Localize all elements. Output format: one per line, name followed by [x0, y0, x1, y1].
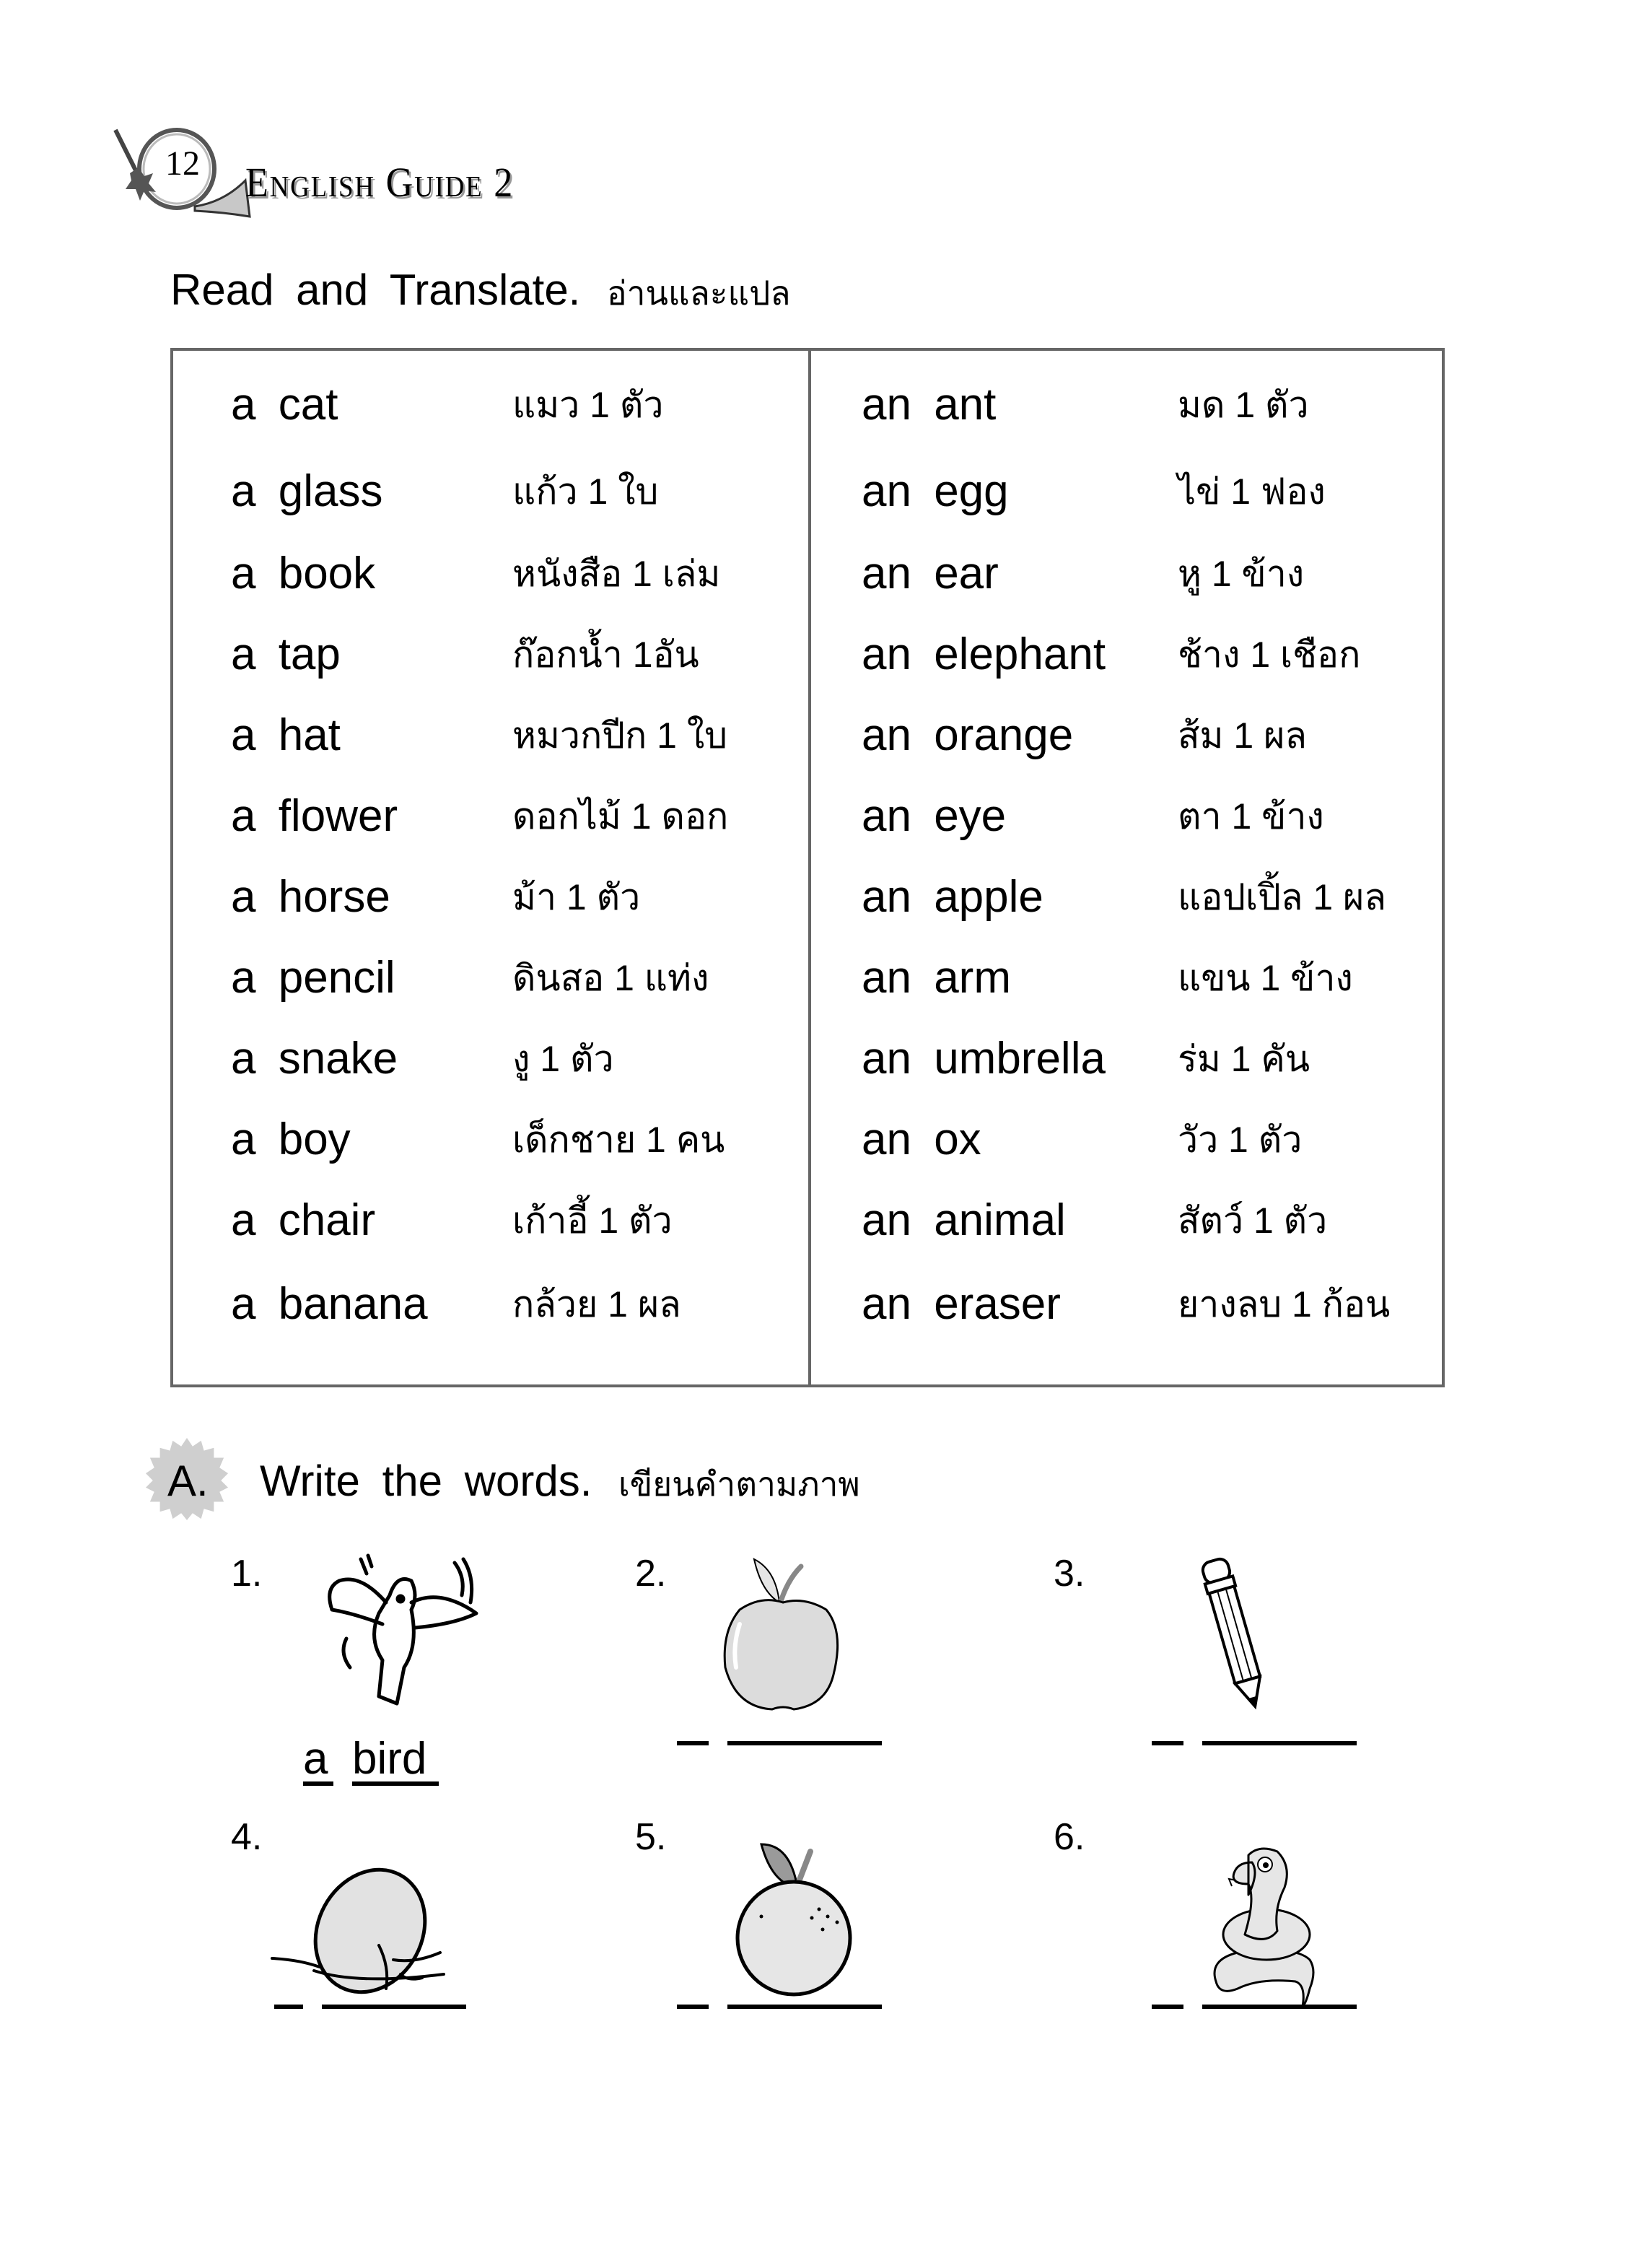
item-number: 6. — [1054, 1816, 1085, 1858]
exercise-label: A. — [167, 1457, 209, 1505]
pencil-icon — [1198, 1552, 1270, 1714]
apple-icon — [718, 1552, 848, 1718]
vocab-row — [173, 459, 808, 524]
vocab-thai: แอปเปิ้ล 1 ผล — [1178, 877, 1386, 917]
vocab-column-an — [811, 351, 1442, 1384]
vocab-thai: แขน 1 ข้าง — [1178, 958, 1353, 998]
vocab-thai: แมว 1 ตัว — [512, 385, 664, 425]
vocab-english: an ear — [862, 549, 999, 598]
answer-noun-field[interactable]: bird — [352, 1737, 439, 1786]
item-number: 4. — [231, 1816, 263, 1858]
vocab-english: a pencil — [231, 953, 395, 1003]
vocab-row — [811, 1026, 1442, 1091]
vocab-english: an orange — [862, 710, 1074, 760]
exercise-item — [1039, 1801, 1443, 2061]
egg-icon — [271, 1866, 465, 1996]
exercise-item — [216, 1801, 621, 2061]
vocab-thai: มด 1 ตัว — [1178, 385, 1309, 425]
vocab-row — [173, 1026, 808, 1091]
vocab-english: an umbrella — [862, 1034, 1106, 1083]
heading-english: Read and Translate. — [170, 266, 581, 314]
vocab-row — [173, 1107, 808, 1172]
vocab-row — [173, 372, 808, 437]
answer-noun-field[interactable] — [322, 2005, 466, 2009]
vocab-row — [811, 784, 1442, 849]
vocab-english: a flower — [231, 791, 398, 841]
page-number: 12 — [165, 144, 200, 183]
vocab-thai: เก้าอี้ 1 ตัว — [512, 1200, 673, 1241]
vocab-english: a chair — [231, 1195, 376, 1245]
item-number: 2. — [635, 1553, 667, 1595]
vocab-thai: กล้วย 1 ผล — [512, 1284, 681, 1325]
exercise-item — [1039, 1538, 1443, 1797]
vocab-english: a snake — [231, 1034, 398, 1083]
exercise-item — [621, 1801, 1025, 2061]
vocab-english: a tap — [231, 629, 341, 679]
read-translate-heading — [170, 261, 791, 322]
vocab-english: a book — [231, 549, 376, 598]
vocab-thai: ร่ม 1 คัน — [1178, 1039, 1310, 1079]
vocab-row — [173, 622, 808, 687]
vocab-english: an eraser — [862, 1279, 1061, 1329]
vocab-thai: ก๊อกน้ำ 1อัน — [512, 634, 699, 675]
book-title: English Guide 2 — [245, 159, 515, 206]
vocab-row — [173, 784, 808, 849]
vocab-english: an eye — [862, 791, 1007, 841]
vocab-thai: ตา 1 ข้าง — [1178, 796, 1324, 837]
vocab-thai: หมวกปีก 1 ใบ — [512, 715, 728, 756]
answer-noun-field[interactable] — [727, 2005, 882, 2009]
vocab-english: an ant — [862, 380, 997, 429]
vocab-thai: ดอกไม้ 1 ดอก — [512, 796, 729, 837]
vocab-thai: เด็กชาย 1 คน — [512, 1120, 725, 1160]
answer-article-field[interactable] — [677, 1741, 709, 1745]
vocab-thai: ยางลบ 1 ก้อน — [1178, 1284, 1391, 1325]
vocab-english: an ox — [862, 1115, 981, 1164]
vocab-english: a horse — [231, 872, 390, 922]
vocab-english: a glass — [231, 466, 383, 516]
vocab-english: an elephant — [862, 629, 1106, 679]
vocab-english: an animal — [862, 1195, 1066, 1245]
vocab-row — [173, 541, 808, 606]
bird-icon — [310, 1545, 483, 1711]
answer-noun-field[interactable] — [1202, 1741, 1357, 1745]
item-number: 3. — [1054, 1553, 1085, 1595]
vocab-row — [173, 1188, 808, 1253]
vocab-row — [811, 703, 1442, 768]
exercise-item — [216, 1538, 621, 1797]
vocab-thai: ดินสอ 1 แท่ง — [512, 958, 709, 998]
vocab-english: an apple — [862, 872, 1043, 922]
vocab-thai: สัตว์ 1 ตัว — [1178, 1200, 1328, 1241]
vocab-english: a boy — [231, 1115, 351, 1164]
vocab-row — [811, 622, 1442, 687]
vocab-row — [173, 946, 808, 1011]
vocab-thai: ส้ม 1 ผล — [1178, 715, 1308, 756]
answer-article-field[interactable] — [274, 2005, 303, 2009]
vocab-thai: ช้าง 1 เชือก — [1178, 634, 1361, 675]
answer-noun-field[interactable] — [1202, 2005, 1357, 2009]
vocab-column-a — [173, 351, 811, 1384]
exercise-heading-english: Write the words. — [260, 1457, 592, 1505]
vocab-row — [173, 865, 808, 930]
heading-thai: อ่านและแปล — [607, 274, 791, 312]
answer-article-field[interactable] — [677, 2005, 709, 2009]
vocab-row — [811, 946, 1442, 1011]
vocab-thai: ไข่ 1 ฟอง — [1178, 471, 1326, 512]
vocab-thai: ม้า 1 ตัว — [512, 877, 641, 917]
exercise-item — [621, 1538, 1025, 1797]
vocab-row — [173, 703, 808, 768]
vocab-row — [811, 1272, 1442, 1337]
exercise-heading — [260, 1452, 860, 1513]
vocab-english: an arm — [862, 953, 1011, 1003]
vocab-row — [173, 1272, 808, 1337]
item-number: 1. — [231, 1553, 263, 1595]
vocab-row — [811, 1188, 1442, 1253]
answer-article-field[interactable]: a — [303, 1737, 333, 1786]
vocab-english: a hat — [231, 710, 341, 760]
orange-icon — [732, 1837, 855, 2003]
vocab-thai: งู 1 ตัว — [512, 1039, 614, 1079]
vocab-row — [811, 1107, 1442, 1172]
vocab-thai: หู 1 ข้าง — [1178, 554, 1305, 594]
vocab-thai: วัว 1 ตัว — [1178, 1120, 1303, 1160]
vocab-row — [811, 459, 1442, 524]
vocab-row — [811, 372, 1442, 437]
answer-article-field[interactable] — [1152, 2005, 1183, 2009]
vocab-english: a cat — [231, 380, 338, 429]
vocab-thai: หนังสือ 1 เล่ม — [512, 554, 721, 594]
item-number: 5. — [635, 1816, 667, 1858]
vocab-row — [811, 541, 1442, 606]
vocabulary-table — [170, 348, 1445, 1387]
snake-icon — [1209, 1844, 1317, 2010]
vocab-english: a banana — [231, 1279, 428, 1329]
answer-noun-field[interactable] — [727, 1741, 882, 1745]
vocab-row — [811, 865, 1442, 930]
vocab-thai: แก้ว 1 ใบ — [512, 471, 659, 512]
answer-article-field[interactable] — [1152, 1741, 1183, 1745]
exercise-heading-thai: เขียนคำตามภาพ — [618, 1465, 860, 1503]
vocab-english: an egg — [862, 466, 1009, 516]
